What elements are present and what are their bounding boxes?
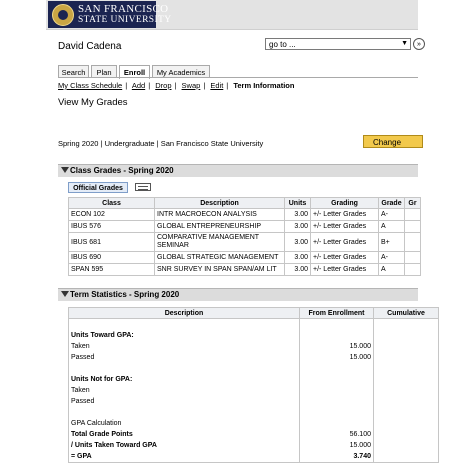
tab-label: Enroll	[123, 68, 146, 77]
table-row	[69, 385, 439, 396]
stat-label: Taken	[69, 385, 300, 396]
stat-value: 15.000	[300, 352, 374, 363]
grade-points-cell	[405, 221, 421, 233]
column-header: From Enrollment	[300, 308, 374, 319]
grade-cell: B+	[379, 233, 405, 252]
stat-label: Units Not for GPA:	[69, 374, 300, 385]
description-cell: GLOBAL STRATEGIC MANAGEMENT	[155, 252, 285, 264]
subnav-separator: |	[226, 81, 229, 90]
table-row	[69, 319, 439, 331]
university-seal-icon	[52, 4, 74, 26]
stat-value	[300, 385, 374, 396]
table-row	[69, 407, 439, 418]
stat-value	[300, 363, 374, 374]
units-cell: 3.00	[285, 221, 311, 233]
tab-label: Search	[61, 68, 86, 77]
class-cell: IBUS 690	[69, 252, 155, 264]
grading-cell: +/- Letter Grades	[311, 221, 379, 233]
table-row	[69, 264, 421, 276]
stat-cumulative	[374, 352, 439, 363]
table-row	[69, 418, 439, 429]
description-cell: COMPARATIVE MANAGEMENT SEMINAR	[155, 233, 285, 252]
subnav-term-information[interactable]: Term Information	[233, 81, 295, 90]
description-cell: GLOBAL ENTREPRENEURSHIP	[155, 221, 285, 233]
stat-value	[300, 374, 374, 385]
table-row	[69, 440, 439, 451]
stat-cumulative	[374, 341, 439, 352]
stat-label: Units Toward GPA:	[69, 330, 300, 341]
logo-line-2: STATE UNIVERSITY	[78, 15, 172, 25]
chevron-down-icon: ▼	[401, 40, 408, 47]
subnav-separator: |	[148, 81, 151, 90]
section-title: Term Statistics - Spring 2020	[70, 290, 180, 299]
units-cell: 3.00	[285, 264, 311, 276]
grade-cell: A-	[379, 252, 405, 264]
sub-navigation	[58, 81, 296, 90]
stat-cumulative	[374, 319, 439, 331]
grading-cell: +/- Letter Grades	[311, 209, 379, 221]
class-cell: IBUS 681	[69, 233, 155, 252]
stat-label: Passed	[69, 396, 300, 407]
grading-cell: +/- Letter Grades	[311, 233, 379, 252]
description-cell: INTR MACROECON ANALYSIS	[155, 209, 285, 221]
stat-value	[300, 330, 374, 341]
top-banner	[46, 0, 418, 30]
stat-label: = GPA	[69, 451, 300, 463]
subnav-add[interactable]: Add	[131, 81, 146, 90]
goto-value: go to ...	[269, 40, 296, 49]
stat-value: 56.100	[300, 429, 374, 440]
column-header: Description	[155, 198, 285, 209]
column-header: Class	[69, 198, 155, 209]
table-row	[69, 233, 421, 252]
stat-label	[69, 363, 300, 374]
class-cell: IBUS 576	[69, 221, 155, 233]
stat-label: / Units Taken Toward GPA	[69, 440, 300, 451]
tab-divider	[58, 77, 418, 78]
grading-cell: +/- Letter Grades	[311, 252, 379, 264]
stat-label	[69, 407, 300, 418]
table-row	[69, 374, 439, 385]
goto-select[interactable]	[265, 38, 411, 50]
table-row	[69, 252, 421, 264]
stat-cumulative	[374, 385, 439, 396]
collapse-triangle-icon[interactable]	[61, 291, 69, 297]
subnav-separator: |	[174, 81, 177, 90]
table-row	[69, 363, 439, 374]
stat-label: Passed	[69, 352, 300, 363]
column-header: Gr	[405, 198, 421, 209]
class-grades-table	[68, 197, 421, 276]
class-cell: ECON 102	[69, 209, 155, 221]
grade-cell: A	[379, 264, 405, 276]
stat-cumulative	[374, 440, 439, 451]
grade-points-cell	[405, 233, 421, 252]
subnav-separator: |	[203, 81, 206, 90]
tab-label: Plan	[96, 68, 112, 77]
description-cell: SNR SURVEY IN SPAN SPAN/AM LIT	[155, 264, 285, 276]
term-statistics-table	[68, 307, 439, 463]
stat-label: Taken	[69, 341, 300, 352]
grid-view-icon[interactable]	[135, 183, 151, 191]
stat-value: 15.000	[300, 341, 374, 352]
column-header: Cumulative	[374, 308, 439, 319]
subnav-edit[interactable]: Edit	[210, 81, 224, 90]
grade-cell: A-	[379, 209, 405, 221]
table-row	[69, 221, 421, 233]
units-cell: 3.00	[285, 233, 311, 252]
university-logo[interactable]	[48, 1, 172, 28]
column-header: Grade	[379, 198, 405, 209]
stat-value	[300, 418, 374, 429]
tab-label: My Academics	[156, 68, 206, 77]
class-grades-header[interactable]	[58, 164, 418, 177]
collapse-triangle-icon[interactable]	[61, 167, 69, 173]
table-row	[69, 341, 439, 352]
section-title: Class Grades - Spring 2020	[70, 166, 174, 175]
term-statistics-header[interactable]	[58, 288, 418, 301]
subnav-separator: |	[125, 81, 128, 90]
official-grades-tab[interactable]: Official Grades	[68, 182, 128, 193]
stat-cumulative	[374, 429, 439, 440]
table-row	[69, 330, 439, 341]
term-context: Spring 2020 | Undergraduate | San Francisco State University	[58, 139, 264, 148]
stat-cumulative	[374, 330, 439, 341]
stat-cumulative	[374, 363, 439, 374]
user-name: David Cadena	[58, 41, 122, 52]
stat-cumulative	[374, 396, 439, 407]
subnav-drop[interactable]: Drop	[155, 81, 172, 90]
table-header-row	[69, 198, 421, 209]
grade-cell: A	[379, 221, 405, 233]
grade-points-cell	[405, 252, 421, 264]
table-row	[69, 352, 439, 363]
browser-content	[46, 0, 425, 474]
stat-value: 15.000	[300, 440, 374, 451]
change-button[interactable]: Change	[363, 135, 423, 148]
stat-cumulative	[374, 374, 439, 385]
logo-line-1: SAN FRANCISCO	[78, 3, 169, 15]
table-row	[69, 396, 439, 407]
column-header: Grading	[311, 198, 379, 209]
page-title: View My Grades	[58, 97, 128, 108]
stat-label	[69, 319, 300, 331]
stat-value	[300, 407, 374, 418]
stat-label: Total Grade Points	[69, 429, 300, 440]
table-row	[69, 429, 439, 440]
table-row	[69, 451, 439, 463]
subnav-swap[interactable]: Swap	[181, 81, 201, 90]
units-cell: 3.00	[285, 209, 311, 221]
column-header: Units	[285, 198, 311, 209]
grade-points-cell	[405, 264, 421, 276]
column-header: Description	[69, 308, 300, 319]
stat-cumulative	[374, 407, 439, 418]
grading-cell: +/- Letter Grades	[311, 264, 379, 276]
stat-cumulative	[374, 418, 439, 429]
stat-value: 3.740	[300, 451, 374, 463]
stat-value	[300, 319, 374, 331]
stat-cumulative	[374, 451, 439, 463]
units-cell: 3.00	[285, 252, 311, 264]
table-header-row	[69, 308, 439, 319]
stat-label: GPA Calculation	[69, 418, 300, 429]
stat-value	[300, 396, 374, 407]
table-row	[69, 209, 421, 221]
subnav-my-class-schedule[interactable]: My Class Schedule	[58, 81, 123, 90]
class-cell: SPAN 595	[69, 264, 155, 276]
go-icon[interactable]: »	[413, 38, 425, 50]
grade-points-cell	[405, 209, 421, 221]
